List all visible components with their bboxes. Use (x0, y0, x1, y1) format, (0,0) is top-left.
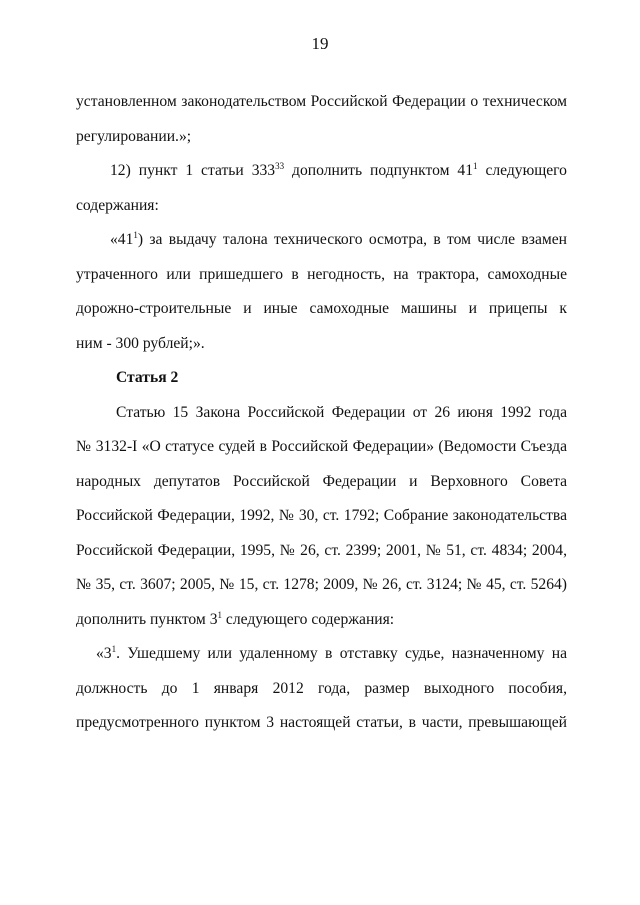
superscript: 1 (133, 229, 138, 240)
text-fragment: ) за выдачу талона технического осмотра, в том числе взамен (137, 231, 567, 248)
text-line-quote-3-1 (96, 644, 567, 664)
text-fragment: дополнить пунктом 3 (76, 611, 218, 628)
text-line: Российской Федерации, 1992, № 30, ст. 1792; Собрание законодательства (76, 507, 567, 524)
text-fragment: 12) пункт 1 статьи 333 (110, 162, 276, 179)
text-line: предусмотренного пунктом 3 настоящей статьи, в части, превышающей (76, 714, 567, 731)
text-fragment: . Ушедшему или удаленному в отставку судье, назначенному на (116, 645, 567, 662)
page-number: 19 (311, 34, 329, 53)
superscript: 1 (217, 609, 222, 620)
text-line: утраченного или пришедшего в негодность, на трактора, самоходные (76, 266, 567, 283)
text-fragment: «3 (96, 645, 112, 662)
text-line: ним - 300 рублей;». (76, 335, 205, 352)
text-fragment: следующего (477, 162, 567, 179)
text-line: народных депутатов Российской Федерации и Верховного Совета (76, 473, 567, 490)
text-line-point-3-1 (76, 610, 567, 630)
text-line-item-41 (110, 230, 567, 250)
text-line: № 3132-I «О статусе судей в Российской Федерации» (Ведомости Съезда (76, 438, 567, 455)
text-line: № 35, ст. 3607; 2005, № 15, ст. 1278; 2009, № 26, ст. 3124; № 45, ст. 5264) (76, 576, 567, 593)
text-line: установленном законодательством Российской Федерации о техническом (76, 93, 567, 110)
text-fragment: дополнить подпунктом 41 (284, 162, 474, 179)
text-line: регулировании.»; (76, 128, 192, 145)
text-fragment: «41 (110, 231, 134, 248)
text-line: должность до 1 января 2012 года, размер выходного пособия, (76, 680, 567, 697)
text-line-item-12 (110, 161, 567, 181)
superscript: 1 (111, 643, 117, 654)
article-heading: Статья 2 (116, 369, 179, 386)
superscript: 1 (473, 160, 478, 171)
text-line: Статью 15 Закона Российской Федерации от 26 июня 1992 года (116, 404, 567, 421)
text-line: содержания: (76, 197, 159, 214)
superscript: 33 (275, 160, 285, 171)
text-line: дорожно-строительные и иные самоходные машины и прицепы к (76, 300, 567, 317)
text-line: Российской Федерации, 1995, № 26, ст. 2399; 2001, № 51, ст. 4834; 2004, (76, 542, 567, 559)
text-fragment: следующего содержания: (222, 611, 395, 628)
